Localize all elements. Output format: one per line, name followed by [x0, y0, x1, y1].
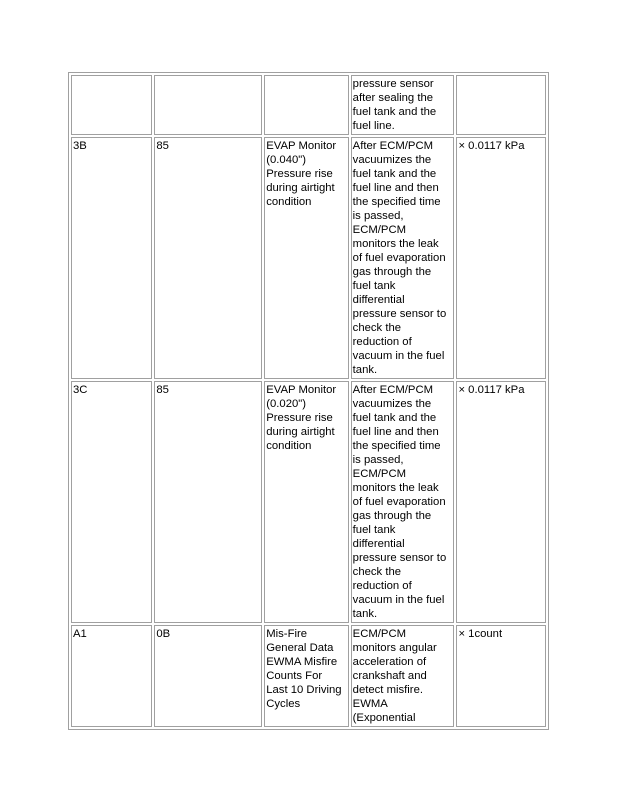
- item-text: Mis-Fire General Data EWMA Misfire Counts For Last 10 Driving Cycles: [266, 628, 342, 710]
- item-cell: [264, 137, 348, 379]
- description-cell: [351, 381, 455, 623]
- description-cell: [351, 625, 455, 727]
- mode-cell: [71, 381, 152, 623]
- description-text: After ECM/PCM vacuumizes the fuel tank and the fuel line and then the specified time is passed, ECM/PCM monitors the leak of fuel evaporation gas through the fuel tank differential pressure sensor to check the reduction of vacuum in the fuel tank.: [352, 140, 447, 376]
- mode-text: 3B: [73, 140, 87, 152]
- pid-text: 85: [156, 384, 169, 396]
- pid-cell: [154, 75, 262, 135]
- unit-text: × 1count: [458, 628, 503, 640]
- table-row: [71, 75, 546, 135]
- mode-cell: [71, 75, 152, 135]
- pid-text: 0B: [156, 628, 171, 640]
- item-text: EVAP Monitor (0.040") Pressure rise during airtight condition: [266, 140, 337, 208]
- table-row: [71, 625, 546, 727]
- unit-cell: [456, 381, 546, 623]
- unit-text: × 0.0117 kPa: [458, 384, 525, 396]
- description-text: pressure sensor after sealing the fuel tank and the fuel line.: [352, 78, 437, 132]
- unit-cell: [456, 75, 546, 135]
- pid-cell: [154, 625, 262, 727]
- item-cell: [264, 75, 348, 135]
- description-text: After ECM/PCM vacuumizes the fuel tank and the fuel line and then the specified time is passed, ECM/PCM monitors the leak of fuel evaporation gas through the fuel tank differential pressure sensor to check the reduction of vacuum in the fuel tank.: [352, 384, 447, 620]
- table-row: [71, 381, 546, 623]
- pid-cell: [154, 137, 262, 379]
- description-cell: [351, 137, 455, 379]
- data-table: [68, 72, 549, 730]
- mode-cell: [71, 625, 152, 727]
- mode-text: 3C: [73, 384, 88, 396]
- item-cell: [264, 625, 348, 727]
- description-cell: [351, 75, 455, 135]
- table-row: [71, 137, 546, 379]
- item-cell: [264, 381, 348, 623]
- mode-text: A1: [73, 628, 87, 640]
- unit-text: × 0.0117 kPa: [458, 140, 525, 152]
- mode-cell: [71, 137, 152, 379]
- description-text: ECM/PCM monitors angular acceleration of crankshaft and detect misfire. EWMA (Exponential: [352, 628, 437, 724]
- unit-cell: [456, 625, 546, 727]
- pid-cell: [154, 381, 262, 623]
- pid-text: 85: [156, 140, 169, 152]
- item-text: EVAP Monitor (0.020") Pressure rise during airtight condition: [266, 384, 337, 452]
- unit-cell: [456, 137, 546, 379]
